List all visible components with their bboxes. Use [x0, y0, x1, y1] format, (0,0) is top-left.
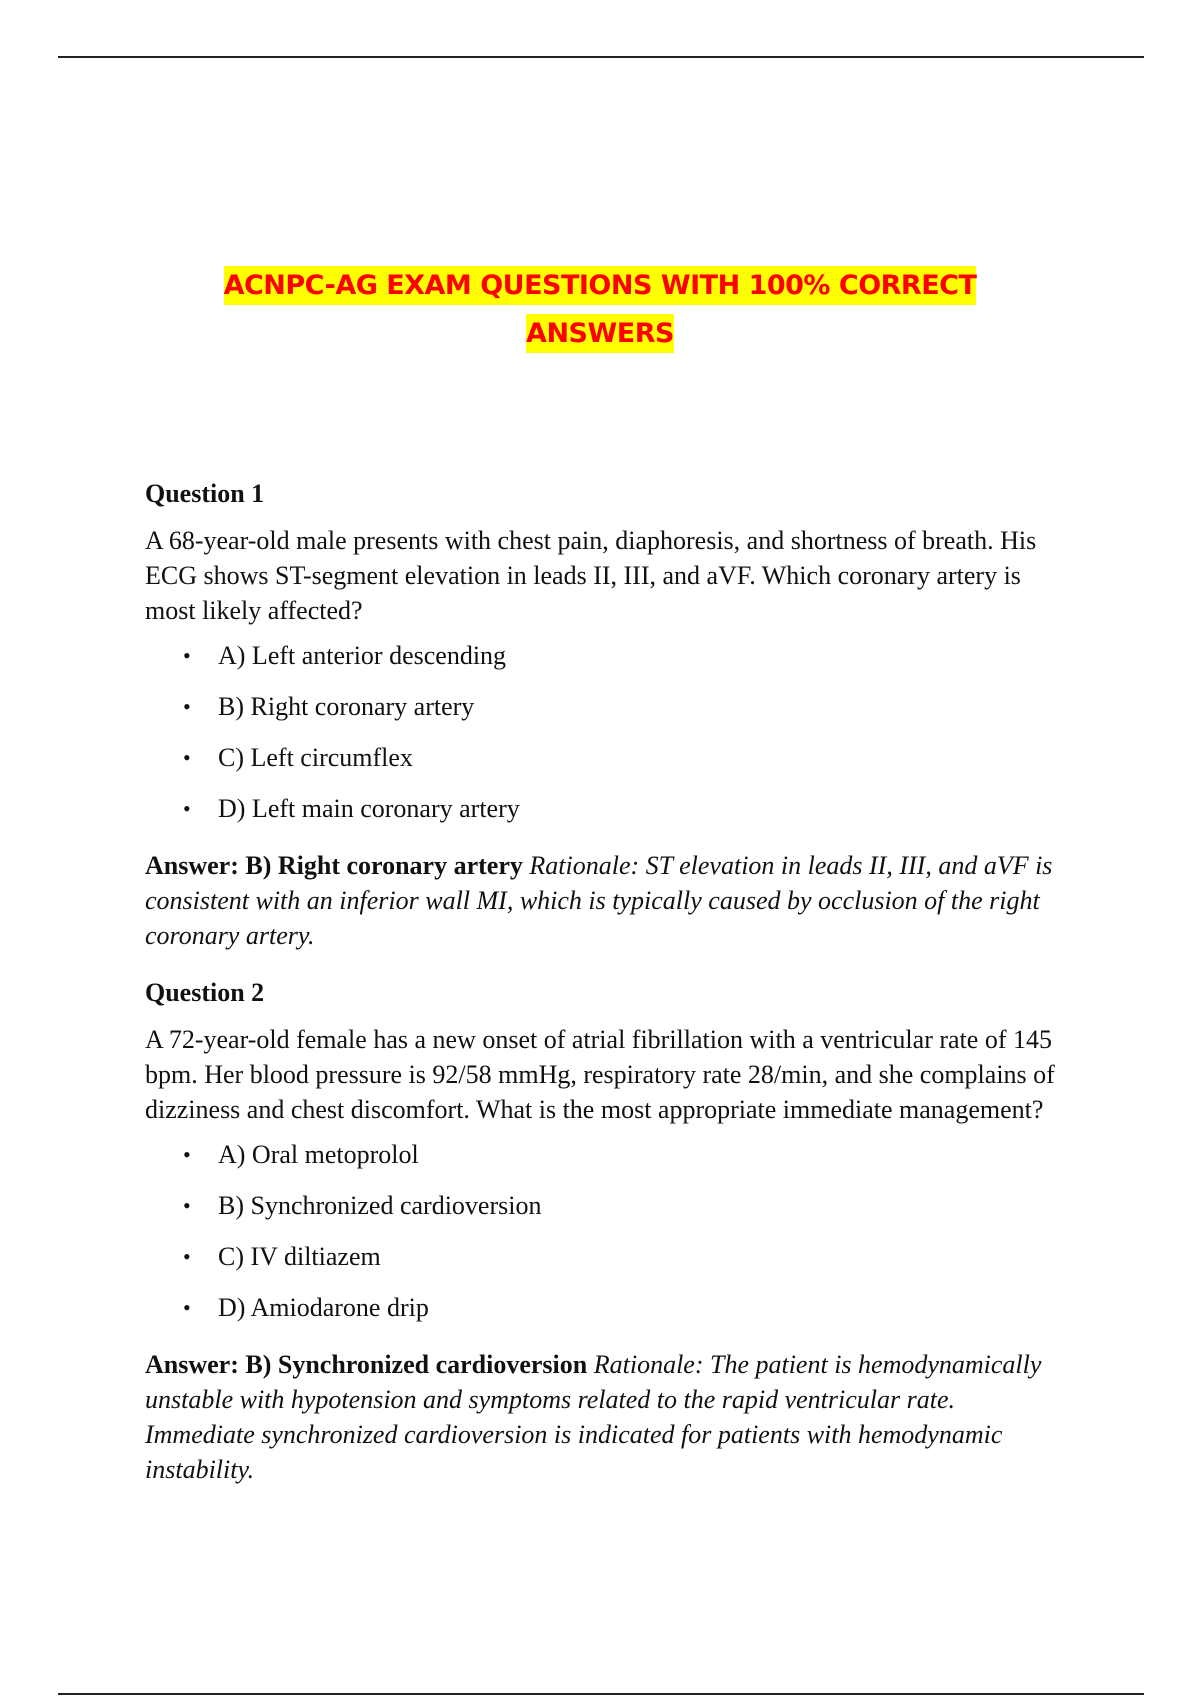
option-item	[145, 740, 1065, 791]
answer-label: Answer: B) Synchronized cardioversion	[145, 1350, 588, 1379]
option-item	[145, 1188, 1065, 1239]
question-heading: Question 2	[145, 978, 265, 1007]
header-rule	[58, 56, 1144, 58]
option-item	[145, 791, 1065, 842]
bullet-icon: •	[183, 745, 191, 770]
bullet-icon: •	[183, 694, 191, 719]
answer-options	[145, 638, 1065, 842]
document-title	[0, 262, 1200, 358]
title-line-1: ACNPC-AG EXAM QUESTIONS WITH 100% CORRECT	[224, 266, 977, 305]
answer-rationale	[145, 848, 1065, 953]
bullet-icon: •	[183, 1295, 191, 1320]
question-text: A 72-year-old female has a new onset of atrial fibrillation with a ventricular rate of 145 bpm. Her blood pressure is 92/58 mmHg, respiratory rate 28/min, and she complains of dizziness and chest discomfort. What is the most appropriate immediate management?	[145, 1025, 1055, 1124]
option-item	[145, 1137, 1065, 1188]
rationale-text: Rationale: The patient is hemodynamically unstable with hypotension and symptoms related to the rapid ventricular rate. Immediate synchronized cardioversion is indicated for patients with hemodynamic instability.	[145, 1350, 1042, 1484]
option-label: D) Left main coronary artery	[218, 794, 520, 823]
option-label: B) Right coronary artery	[218, 692, 475, 721]
option-item	[145, 1239, 1065, 1290]
option-label: B) Synchronized cardioversion	[218, 1191, 542, 1220]
answer-rationale	[145, 1347, 1065, 1487]
option-label: A) Oral metoprolol	[218, 1140, 419, 1169]
option-label: C) IV diltiazem	[218, 1242, 381, 1271]
option-label: D) Amiodarone drip	[218, 1293, 429, 1322]
rationale-text: Rationale: ST elevation in leads II, III, and aVF is consistent with an inferior wall MI, which is typically caused by occlusion of the right coronary artery.	[145, 851, 1053, 950]
bullet-icon: •	[183, 1244, 191, 1269]
option-item	[145, 1290, 1065, 1341]
question-text: A 68-year-old male presents with chest pain, diaphoresis, and shortness of breath. His ECG shows ST-segment elevation in leads II, III, and aVF. Which coronary artery is most likely affected?	[145, 526, 1037, 625]
bullet-icon: •	[183, 643, 191, 668]
option-label: C) Left circumflex	[218, 743, 413, 772]
bullet-icon: •	[183, 796, 191, 821]
question-2-block	[145, 975, 1065, 1497]
footer-rule	[58, 1693, 1144, 1695]
bullet-icon: •	[183, 1142, 191, 1167]
title-line-2: ANSWERS	[526, 314, 674, 353]
answer-label: Answer: B) Right coronary artery	[145, 851, 523, 880]
question-1-block	[145, 476, 1065, 963]
question-heading: Question 1	[145, 479, 265, 508]
option-item	[145, 689, 1065, 740]
bullet-icon: •	[183, 1193, 191, 1218]
answer-options	[145, 1137, 1065, 1341]
option-label: A) Left anterior descending	[218, 641, 507, 670]
option-item	[145, 638, 1065, 689]
